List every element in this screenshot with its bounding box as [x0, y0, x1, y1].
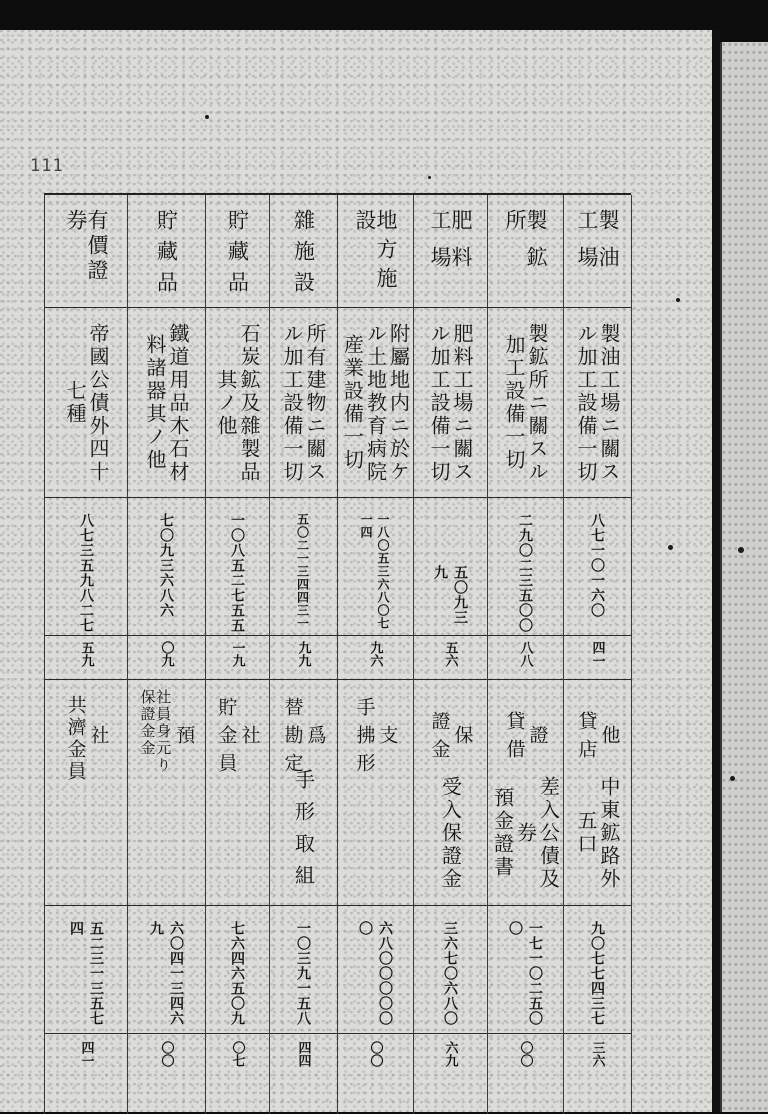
ledger-column: [205, 195, 270, 1114]
description-line: 産業設備一切: [340, 334, 365, 472]
account-label: 證金: [428, 711, 451, 767]
detail-line: 受入保證金: [438, 775, 463, 891]
account-label: 支: [376, 725, 399, 753]
account-label: 爲: [304, 725, 327, 753]
column-heading: 製油工場: [575, 209, 620, 283]
amount: 三六七〇六八〇: [442, 921, 458, 1026]
speck: [205, 115, 209, 119]
amount-sen: 〇〇: [367, 1041, 383, 1067]
amount: 七〇九三六八六: [158, 513, 174, 618]
account-label: 證: [526, 725, 549, 753]
description-line: ル加工設備一切: [427, 322, 451, 484]
description-line: 七種: [63, 380, 87, 426]
amount-sen: 四四: [295, 1041, 311, 1067]
amount-sen: 九六: [367, 641, 383, 667]
page-number: 111: [30, 156, 64, 176]
book-gutter: [712, 30, 720, 1112]
amount-sen: 〇〇: [158, 1041, 174, 1067]
detail-line: 中東鉱路外: [597, 775, 621, 891]
account-label: 替勘定: [281, 697, 304, 781]
amount: 五二三一三五七四: [68, 921, 104, 1026]
speck: [428, 176, 431, 179]
speck: [738, 547, 744, 553]
column-heading: 地方施設: [353, 209, 398, 296]
description-line: 鐵道用品木石材: [166, 322, 190, 484]
amount: 八七三五九八二七: [78, 513, 94, 633]
ledger-column: [487, 195, 564, 1114]
account-label: 貸店: [575, 711, 598, 767]
amount: 六八〇〇〇〇〇〇: [357, 921, 393, 1026]
amount: 八七一〇一六〇: [589, 513, 605, 618]
detail-line: 券: [513, 821, 538, 845]
amount: 五〇九三九: [432, 565, 468, 625]
amount-sen: 五九: [78, 641, 94, 667]
speck: [676, 298, 680, 302]
ledger-column: [45, 195, 128, 1114]
detail-line: 預金證書: [490, 787, 515, 879]
account-label: 預: [173, 725, 196, 753]
amount: 一〇三九一五八: [295, 921, 311, 1026]
column-heading: 製鉱所: [503, 209, 548, 283]
description-line: 加工設備一切: [502, 334, 526, 472]
amount: 九〇七七四三七: [589, 921, 605, 1026]
detail-line: 手形取組: [291, 769, 316, 897]
ledger-table: [44, 193, 631, 1114]
amount-sen: 〇九: [158, 641, 174, 667]
description-line: 料諸器其ノ他: [143, 334, 167, 472]
amount-sen: 九九: [295, 641, 311, 667]
amount: 一七一〇二五〇〇: [507, 921, 543, 1026]
account-label: 社: [87, 725, 110, 753]
account-label: 貯金員: [215, 697, 238, 781]
detail-line: 差入公債及: [536, 775, 561, 891]
column-heading: 貯藏品: [154, 209, 179, 302]
account-label: 共濟金員: [64, 695, 87, 783]
ledger-column: [127, 195, 206, 1114]
column-heading: 有價證券: [64, 209, 109, 284]
account-label: 他: [598, 725, 621, 753]
amount: 一〇八五二七五五: [229, 513, 245, 633]
description-line: ル土地教育病院: [363, 322, 388, 484]
amount: 一八〇五三六八〇七一四: [359, 513, 390, 630]
column-heading: 肥料工場: [428, 209, 473, 283]
description-line: 帝國公債外四十: [86, 322, 110, 484]
amount-sen: 〇七: [229, 1041, 245, 1067]
account-label: 手拂形: [353, 697, 376, 781]
ledger-column: [337, 195, 414, 1114]
description-line: 製鉱所ニ關スル: [525, 322, 549, 484]
ledger-column: [269, 195, 338, 1114]
description-line: 所有建物ニ關ス: [303, 322, 327, 484]
column-heading: 貯藏品: [225, 209, 250, 302]
column-heading: 雜施設: [291, 209, 316, 302]
facing-page-edge: [720, 42, 768, 1112]
description-line: ル加工設備一切: [280, 322, 304, 484]
amount: 五〇二一三四四三一: [295, 513, 310, 630]
account-label: 貸借: [503, 711, 526, 767]
amount-sen: 一九: [229, 641, 245, 667]
account-label: 社員身元り保證金金: [138, 689, 173, 774]
description-line: 石炭鉱及雜製品: [237, 322, 261, 484]
ledger-column: [563, 195, 632, 1114]
amount-sen: 五六: [442, 641, 458, 667]
amount-sen: 四一: [78, 1041, 94, 1067]
amount-sen: 八八: [517, 641, 533, 667]
description-line: 其ノ他: [214, 368, 238, 438]
amount-sen: 〇〇: [517, 1041, 533, 1067]
ledger-column: [413, 195, 488, 1114]
amount: 七六四六五〇九: [229, 921, 245, 1026]
account-label: 保: [451, 725, 474, 753]
amount-sen: 三六: [589, 1041, 605, 1067]
description-line: 附屬地内ニ於ケ: [386, 322, 411, 484]
amount-sen: 四一: [589, 641, 605, 667]
speck: [668, 545, 673, 550]
amount: 六〇四一三四六九: [148, 921, 184, 1026]
speck: [730, 776, 735, 781]
detail-line: 五口: [574, 810, 598, 856]
amount-sen: 六九: [442, 1041, 458, 1067]
description-line: 肥料工場ニ關ス: [450, 322, 474, 484]
description-line: 製油工場ニ關ス: [597, 322, 621, 484]
description-line: ル加工設備一切: [574, 322, 598, 484]
amount: 二九〇二三五〇〇: [517, 513, 533, 633]
account-label: 社: [238, 725, 261, 753]
